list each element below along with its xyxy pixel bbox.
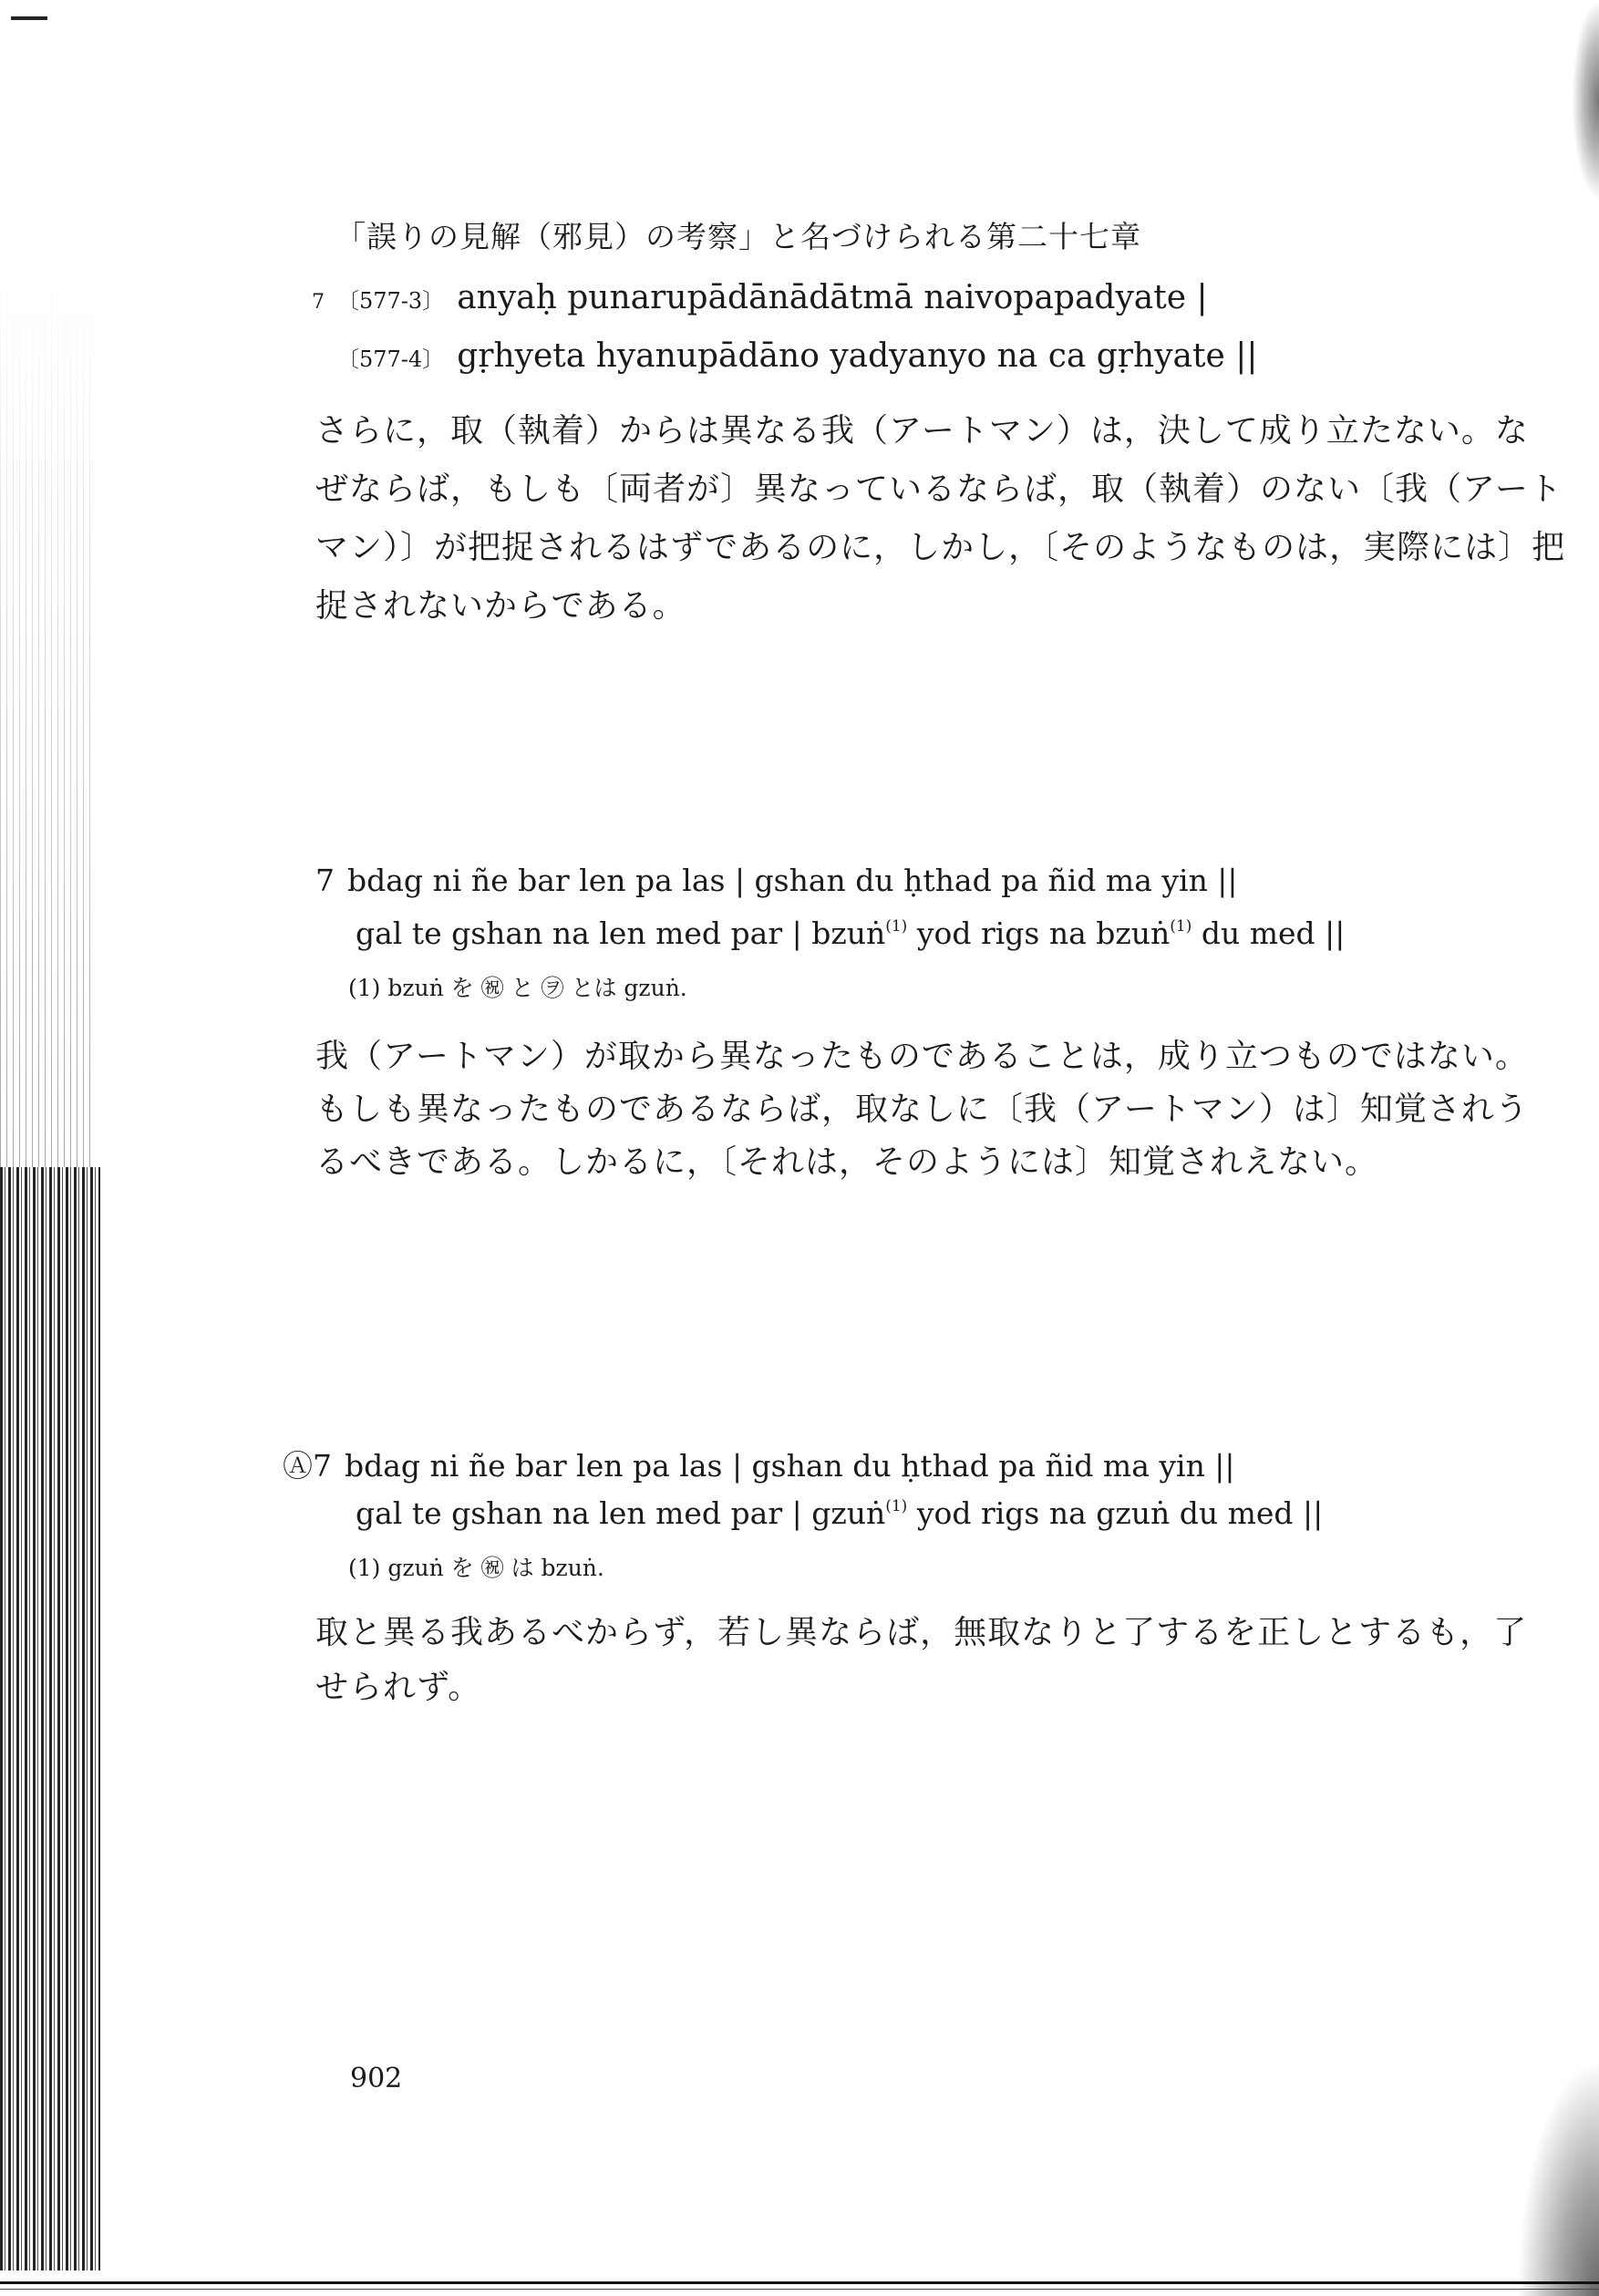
- tibetan-translation-line: 我（アートマン）が取から異なったものであることは，成り立つものではない。: [315, 1038, 1529, 1075]
- scan-edge-left-fade: [0, 274, 91, 1167]
- scan-edge-left: [0, 1167, 100, 2270]
- scan-edge-right-bottom: [1517, 2059, 1599, 2296]
- tibetan-b-line-1: [283, 1443, 1235, 1485]
- tibetan-b-line-2: [356, 1495, 1323, 1531]
- tibetan-line-2: [356, 915, 1345, 951]
- verse-ref: 〔577-4〕: [337, 346, 445, 372]
- sanskrit-line-2: [337, 337, 1257, 375]
- sanskrit-translation-line: ぜならば，もしも〔両者が〕異なっているならば，取（執着）のない〔我（アート: [315, 471, 1563, 508]
- chinese-translation-line: せられず。: [315, 1669, 482, 1706]
- footnote-marker: (1): [1170, 917, 1192, 936]
- verse-marker: Ⓐ7: [283, 1448, 332, 1484]
- verse-text: anyaḥ punarupādānādātmā naivopapadyate |: [457, 279, 1208, 316]
- verse-text: du med ||: [1192, 915, 1346, 951]
- chinese-translation-line: 取と異る我あるべからず，若し異ならば，無取なりと了するを正しとするも，了: [315, 1614, 1528, 1651]
- verse-text: gal te gshan na len med par | gzuṅ: [356, 1495, 886, 1531]
- verse-text: bdag ni ñe bar len pa las | gshan du ḥthad pa ñid ma yin ||: [345, 1448, 1235, 1484]
- footnote-marker: (1): [885, 917, 908, 936]
- verse-number: 7: [312, 291, 325, 314]
- footnote-marker: (1): [885, 1497, 908, 1515]
- verse-number: 7: [315, 863, 335, 898]
- tibetan-line-1: [315, 863, 1238, 898]
- scan-edge-bottom: [0, 2276, 1599, 2296]
- page-number: 902: [350, 2063, 403, 2094]
- sanskrit-translation-line: さらに，取（執着）からは異なる我（アートマン）は，決して成り立たない。な: [315, 412, 1529, 450]
- footnote: (1) gzuṅ を ㊗ は bzuṅ.: [348, 1555, 604, 1581]
- chapter-title: 「誤りの見解（邪見）の考察」と名づけられる第二十七章: [335, 219, 1141, 254]
- verse-text: yod rigs na bzuṅ: [907, 915, 1171, 951]
- sanskrit-line-1: [312, 279, 1208, 316]
- verse-text: yod rigs na gzuṅ du med ||: [907, 1495, 1324, 1531]
- verse-ref: 〔577-3〕: [337, 288, 445, 314]
- verse-text: gṛhyeta hyanupādāno yadyanyo na ca gṛhyate ||: [457, 337, 1258, 375]
- verse-text: bdag ni ñe bar len pa las | gshan du ḥthad pa ñid ma yin ||: [347, 863, 1238, 898]
- verse-text: gal te gshan na len med par | bzuṅ: [356, 915, 886, 951]
- scan-edge-right-top: [1572, 0, 1599, 201]
- sanskrit-translation-line: マン）〕が把捉されるはずであるのに，しかし，〔そのようなものは，実際には〕把: [315, 529, 1566, 566]
- footnote: (1) bzuṅ を ㊗ と ㋾ とは gzuṅ.: [348, 975, 687, 1001]
- sanskrit-translation-line: 捉されないからである。: [315, 587, 686, 625]
- scan-mark: [11, 16, 47, 20]
- tibetan-translation-line: るべきである。しかるに，〔それは，そのようには〕知覚されえない。: [315, 1143, 1379, 1181]
- tibetan-translation-line: もしも異なったものであるならば，取なしに〔我（アートマン）は〕知覚されう: [315, 1091, 1529, 1128]
